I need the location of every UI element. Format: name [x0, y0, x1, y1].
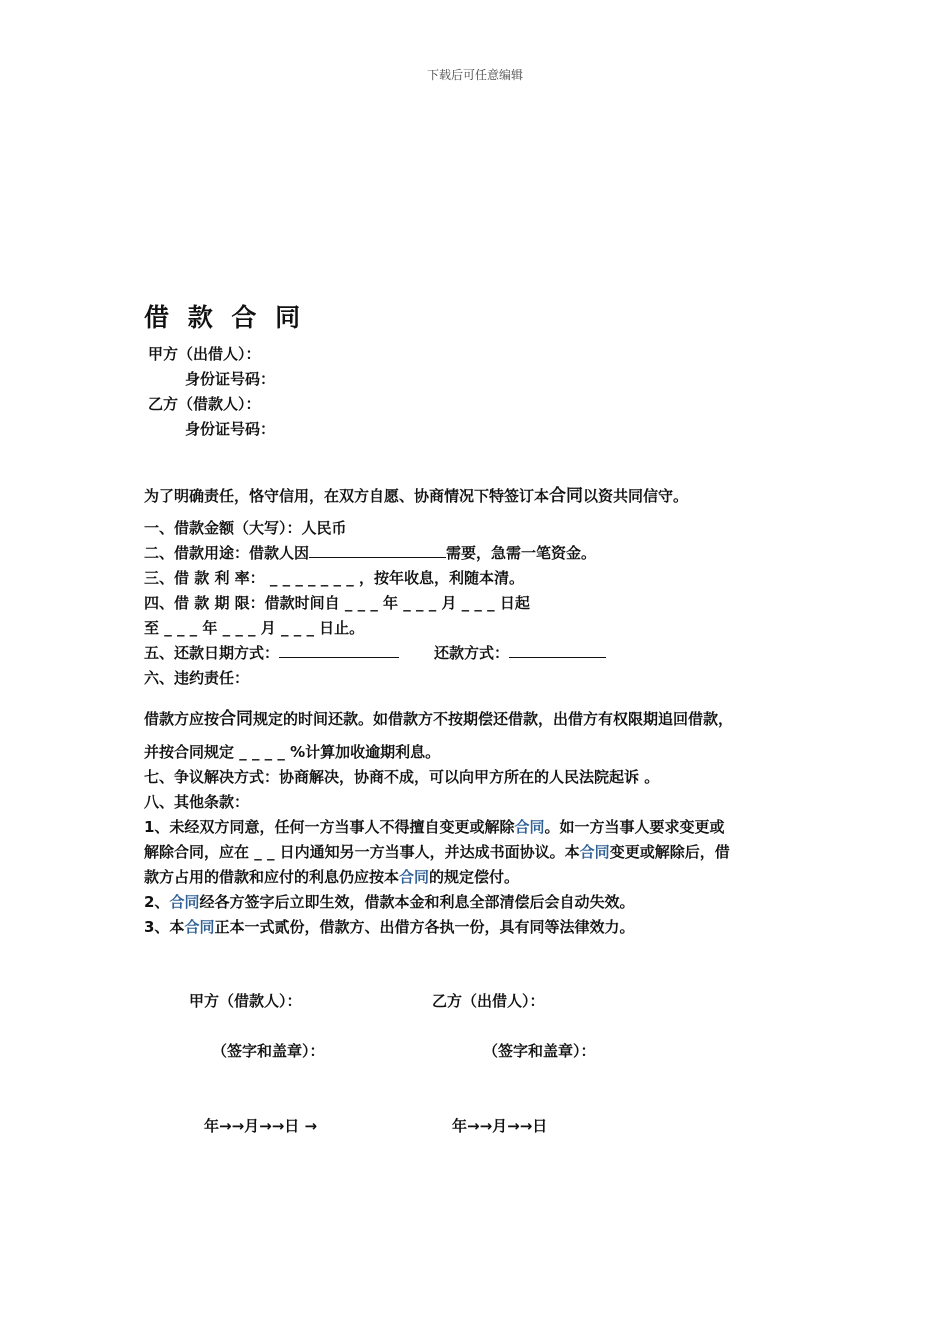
clause-8-1-line-3	[144, 866, 519, 887]
clause-7-dispute: 七、争议解决方式：协商解决，协商不成，可以向甲方所在的人民法院起诉 。	[144, 768, 660, 786]
clause-4-term-end: 至 _ _ _ 年 _ _ _ 月 _ _ _ 日止。	[144, 619, 365, 637]
clause-6-penalty: 并按合同规定 _ _ _ _ %计算加收逾期利息。	[144, 743, 441, 761]
signature-right-party: 乙方（出借人）：	[432, 992, 545, 1010]
clause-6-text-a: 借款方应按	[144, 710, 220, 728]
clause-2-text-a: 二、借款用途：借款人因	[144, 544, 310, 562]
clause-6-body	[144, 704, 733, 729]
signature-left-date: 年→→月→→日 →	[204, 1117, 318, 1135]
clause-6-text-b: 规定的时间还款。如借款方不按期偿还借款，出借方有权限期追回借款，	[253, 710, 734, 728]
clause-8-1-text-b: 。如一方当事人要求变更或	[544, 818, 725, 836]
clause-6-contract-word: 合同	[219, 709, 254, 729]
clause-8-1-text-c: 解除合同，应在 _ _ 日内通知另一方当事人，并达成书面协议。本	[144, 843, 580, 861]
clause-8-2-text: 经各方签字后立即生效，借款本金和利息全部清偿后会自动失效。	[199, 893, 635, 911]
repayment-date-blank	[279, 643, 399, 658]
preamble	[144, 481, 688, 506]
clause-4-term: 四、借 款 期 限：借款时间自 _ _ _ 年 _ _ _ 月 _ _ _ 日起	[144, 594, 530, 612]
contract-link-word: 合同	[514, 818, 545, 836]
clause-8-1-line-1	[144, 816, 724, 837]
clause-8-3-num: 3、本	[144, 918, 185, 936]
clause-8-1-text-e: 款方占用的借款和应付的利息仍应按本	[144, 868, 400, 886]
contract-title: 借 款 合 同	[144, 303, 306, 332]
clause-8-1-text-f: 的规定偿付。	[429, 868, 520, 886]
contract-link-word: 合同	[399, 868, 430, 886]
page-header-note: 下载后可任意编辑	[426, 68, 523, 82]
clause-5-text-a: 五、还款日期方式：	[144, 644, 280, 662]
preamble-text-1: 为了明确责任，恪守信用，在双方自愿、协商情况下特签订本	[144, 487, 550, 505]
repayment-method-blank	[509, 643, 606, 658]
preamble-text-2: 以资共同信守。	[583, 487, 689, 505]
contract-link-word: 合同	[184, 918, 215, 936]
clause-2-text-b: 需要，急需一笔资金。	[446, 544, 597, 562]
contract-link-word: 合同	[579, 843, 610, 861]
signature-right-date: 年→→月→→日	[452, 1117, 548, 1135]
clause-8-1-line-2	[144, 841, 730, 862]
party-b-label: 乙方（借款人）：	[148, 395, 261, 413]
purpose-blank	[309, 543, 446, 558]
clause-8-other: 八、其他条款：	[144, 793, 250, 811]
clause-1-amount: 一、借款金额（大写）：人民币	[144, 519, 347, 537]
clause-6-liability: 六、违约责任：	[144, 669, 250, 687]
signature-left-party: 甲方（借款人）：	[189, 992, 302, 1010]
clause-3-rate: 三、借 款 利 率： _ _ _ _ _ _ _ ，按年收息，利随本清。	[144, 569, 524, 587]
clause-8-1-text-a: 1、未经双方同意，任何一方当事人不得擅自变更或解除	[144, 818, 515, 836]
contract-link-word: 合同	[169, 893, 200, 911]
clause-8-3	[144, 916, 634, 937]
signature-left-seal: （签字和盖章）：	[212, 1042, 325, 1060]
party-b-id-label: 身份证号码：	[185, 420, 276, 438]
signature-right-seal: （签字和盖章）：	[483, 1042, 596, 1060]
clause-8-1-text-d: 变更或解除后，借	[609, 843, 730, 861]
clause-8-3-text: 正本一式贰份，借款方、出借方各执一份，具有同等法律效力。	[214, 918, 635, 936]
preamble-contract-word: 合同	[549, 486, 584, 506]
clause-2-purpose	[144, 542, 596, 563]
clause-5-repayment	[144, 642, 606, 663]
clause-8-2	[144, 891, 634, 912]
clause-5-text-b: 还款方式：	[434, 644, 510, 662]
party-a-label: 甲方（出借人）：	[148, 345, 261, 363]
party-a-id-label: 身份证号码：	[185, 370, 276, 388]
clause-8-2-num: 2、	[144, 893, 170, 911]
